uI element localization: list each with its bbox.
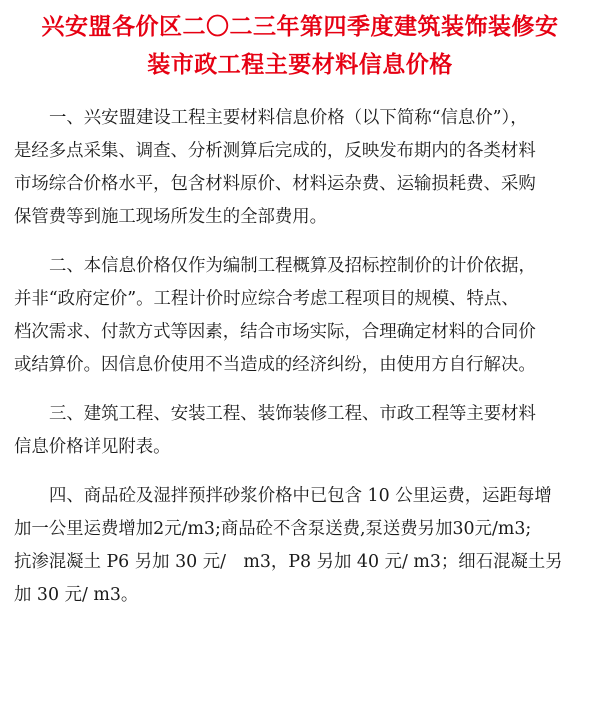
paragraph-line: 抗渗混凝土 P6 另加 30 元/ m3，P8 另加 40 元/ m3；细石混凝土另	[14, 552, 563, 572]
paragraph-3	[14, 398, 586, 464]
paragraph-line: 或结算价。因信息价使用不当造成的经济纠纷，由使用方自行解决。	[14, 355, 536, 375]
paragraph-line: 一、兴安盟建设工程主要材料信息价格（以下简称“信息价”），	[49, 108, 528, 128]
paragraph-line: 加 30 元/ m3。	[14, 585, 139, 605]
paragraph-line: 三、建筑工程、安装工程、装饰装修工程、市政工程等主要材料	[49, 404, 536, 424]
title-line-2: 装市政工程主要材料信息价格	[147, 52, 453, 78]
paragraph-4	[14, 480, 586, 612]
paragraph-line: 保管费等到施工现场所发生的全部费用。	[14, 207, 328, 227]
paragraph-line: 档次需求、付款方式等因素，结合市场实际，合理确定材料的合同价	[14, 322, 536, 342]
paragraph-line: 二、本信息价格仅作为编制工程概算及招标控制价的计价依据，	[49, 256, 536, 276]
title-line-1: 兴安盟各价区二〇二三年第四季度建筑装饰装修安	[41, 14, 559, 40]
paragraph-line: 加一公里运费增加2元/m3;商品砼不含泵送费,泵送费另加30元/m3;	[14, 519, 532, 539]
paragraph-line: 信息价格详见附表。	[14, 437, 171, 457]
paragraph-line: 并非“政府定价”。工程计价时应综合考虑工程项目的规模、特点、	[14, 289, 519, 309]
document-body	[14, 102, 586, 612]
document-title	[14, 8, 586, 84]
paragraph-line: 是经多点采集、调查、分析测算后完成的，反映发布期内的各类材料	[14, 141, 536, 161]
paragraph-1	[14, 102, 586, 234]
paragraph-line: 市场综合价格水平，包含材料原价、材料运杂费、运输损耗费、采购	[14, 174, 536, 194]
paragraph-2	[14, 250, 586, 382]
paragraph-line: 四、商品砼及湿拌预拌砂浆价格中已包含 10 公里运费，运距每增	[49, 486, 552, 506]
